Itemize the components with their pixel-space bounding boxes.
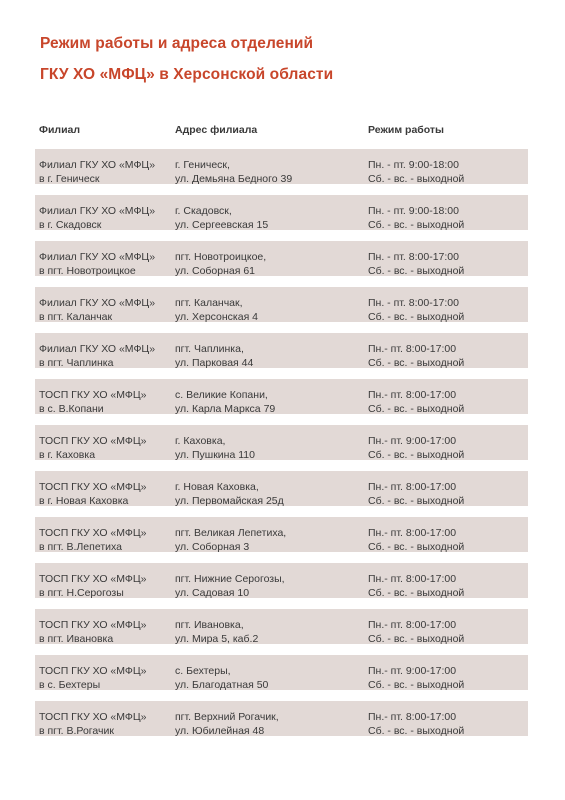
hours-cell-line: Пн.- пт. 8:00-17:00 [368,481,457,493]
hours-cell-line: Сб. - вс. - выходной [368,449,465,461]
branch-cell-line: в пгт. Каланчак [39,311,113,323]
address-cell [175,158,367,186]
branch-cell-line: в пгт. Чаплинка [39,357,114,369]
branch-cell-line: Филиал ГКУ ХО «МФЦ» [39,159,156,171]
address-cell-line: пгт. Верхний Рогачик, [175,711,279,723]
branch-cell-line: в пгт. В.Лепетиха [39,541,122,553]
branch-cell-line: Филиал ГКУ ХО «МФЦ» [39,205,156,217]
address-cell-line: ул. Благодатная 50 [175,679,269,691]
hours-cell-line: Пн.- пт. 9:00-17:00 [368,435,457,447]
table-header [35,120,528,148]
address-cell [175,618,367,646]
page-title-line-2: ГКУ ХО «МФЦ» в Херсонской области [40,66,334,83]
table-row [35,608,528,654]
address-cell-line: пгт. Новотроицкое, [175,251,267,263]
address-cell-line: пгт. Ивановка, [175,619,244,631]
branch-cell-line: ТОСП ГКУ ХО «МФЦ» [39,573,147,585]
table-row [35,240,528,286]
address-cell-line: пгт. Нижние Серогозы, [175,573,285,585]
address-cell-line: пгт. Каланчак, [175,297,243,309]
hours-cell [368,296,528,324]
table-row [35,148,528,194]
address-cell-line: ул. Садовая 10 [175,587,250,599]
branch-cell-line: в с. В.Копани [39,403,104,415]
address-cell-line: ул. Сергеевская 15 [175,219,269,231]
address-cell-line: г. Каховка, [175,435,226,447]
branch-cell [39,572,171,600]
branch-cell [39,618,171,646]
address-cell-line: пгт. Чаплинка, [175,343,244,355]
address-cell-line: ул. Херсонская 4 [175,311,259,323]
address-cell-line: ул. Пушкина 110 [175,449,255,461]
address-cell-line: ул. Соборная 3 [175,541,250,553]
branch-cell-line: Филиал ГКУ ХО «МФЦ» [39,343,156,355]
hours-cell-line: Пн. - пт. 8:00-17:00 [368,251,459,263]
branch-cell-line: ТОСП ГКУ ХО «МФЦ» [39,481,147,493]
hours-cell-line: Пн.- пт. 9:00-17:00 [368,665,457,677]
hours-cell-line: Сб. - вс. - выходной [368,679,465,691]
branch-cell-line: ТОСП ГКУ ХО «МФЦ» [39,665,147,677]
address-cell-line: г. Геническ, [175,159,230,171]
branch-cell [39,710,171,738]
hours-cell [368,204,528,232]
branch-cell-line: в пгт. Н.Серогозы [39,587,124,599]
branch-cell-line: в г. Скадовск [39,219,102,231]
address-cell [175,526,367,554]
branch-cell-line: в с. Бехтеры [39,679,101,691]
table-row [35,424,528,470]
address-cell-line: ул. Мира 5, каб.2 [175,633,259,645]
hours-cell [368,526,528,554]
hours-cell-line: Сб. - вс. - выходной [368,495,465,507]
address-cell [175,296,367,324]
hours-cell-line: Пн.- пт. 8:00-17:00 [368,527,457,539]
page-title-line-1: Режим работы и адреса отделений [40,35,314,52]
hours-cell-line: Сб. - вс. - выходной [368,173,465,185]
address-cell [175,204,367,232]
address-cell [175,388,367,416]
branch-cell [39,342,171,370]
branch-cell-line: Филиал ГКУ ХО «МФЦ» [39,297,156,309]
address-cell-line: с. Великие Копани, [175,389,268,401]
branch-cell-line: в г. Новая Каховка [39,495,129,507]
branch-cell-line: ТОСП ГКУ ХО «МФЦ» [39,527,147,539]
hours-cell [368,480,528,508]
hours-cell [368,664,528,692]
table-row [35,286,528,332]
header-hours: Режим работы [368,124,445,136]
branch-cell-line: Филиал ГКУ ХО «МФЦ» [39,251,156,263]
table-row [35,654,528,700]
branch-cell [39,526,171,554]
hours-cell-line: Пн.- пт. 8:00-17:00 [368,389,457,401]
hours-cell-line: Пн.- пт. 8:00-17:00 [368,619,457,631]
hours-cell [368,158,528,186]
address-cell-line: г. Скадовск, [175,205,232,217]
hours-cell-line: Пн.- пт. 8:00-17:00 [368,711,457,723]
table-row [35,194,528,240]
address-cell [175,664,367,692]
branch-cell-line: ТОСП ГКУ ХО «МФЦ» [39,619,147,631]
hours-cell [368,342,528,370]
branch-cell [39,158,171,186]
hours-cell [368,434,528,462]
address-cell [175,250,367,278]
table-row [35,332,528,378]
address-cell-line: с. Бехтеры, [175,665,231,677]
branch-cell [39,664,171,692]
address-cell [175,480,367,508]
address-cell-line: ул. Соборная 61 [175,265,256,277]
branch-cell [39,250,171,278]
hours-cell-line: Пн.- пт. 8:00-17:00 [368,343,457,355]
address-cell [175,710,367,738]
table-row [35,562,528,608]
hours-cell-line: Сб. - вс. - выходной [368,725,465,737]
hours-cell-line: Пн. - пт. 9:00-18:00 [368,205,459,217]
branch-cell-line: в пгт. В.Рогачик [39,725,114,737]
hours-cell-line: Пн.- пт. 8:00-17:00 [368,573,457,585]
branch-cell-line: ТОСП ГКУ ХО «МФЦ» [39,389,147,401]
hours-cell-line: Сб. - вс. - выходной [368,403,465,415]
branch-cell [39,434,171,462]
hours-cell [368,618,528,646]
hours-cell-line: Сб. - вс. - выходной [368,357,465,369]
hours-cell-line: Сб. - вс. - выходной [368,311,465,323]
branch-cell-line: в г. Геническ [39,173,100,185]
branch-cell [39,388,171,416]
hours-cell-line: Сб. - вс. - выходной [368,541,465,553]
address-cell-line: ул. Первомайская 25д [175,495,284,507]
hours-cell [368,572,528,600]
address-cell-line: г. Новая Каховка, [175,481,259,493]
branch-cell [39,204,171,232]
hours-cell-line: Сб. - вс. - выходной [368,587,465,599]
hours-cell-line: Сб. - вс. - выходной [368,219,465,231]
address-cell [175,434,367,462]
branch-cell-line: ТОСП ГКУ ХО «МФЦ» [39,435,147,447]
hours-cell-line: Сб. - вс. - выходной [368,633,465,645]
address-cell [175,572,367,600]
hours-cell-line: Пн. - пт. 8:00-17:00 [368,297,459,309]
address-cell-line: ул. Юбилейная 48 [175,725,265,737]
address-cell-line: ул. Демьяна Бедного 39 [175,173,293,185]
header-branch: Филиал [39,124,81,136]
table-row [35,516,528,562]
table-row [35,700,528,746]
branch-cell-line: в г. Каховка [39,449,96,461]
address-cell-line: ул. Парковая 44 [175,357,254,369]
branch-cell [39,480,171,508]
header-address: Адрес филиала [175,124,258,136]
address-cell-line: пгт. Великая Лепетиха, [175,527,287,539]
table-row [35,378,528,424]
branch-cell-line: в пгт. Ивановка [39,633,114,645]
table-body [35,148,528,746]
address-cell-line: ул. Карла Маркса 79 [175,403,276,415]
address-cell [175,342,367,370]
hours-cell-line: Пн. - пт. 9:00-18:00 [368,159,459,171]
branches-table [35,120,528,746]
branch-cell-line: ТОСП ГКУ ХО «МФЦ» [39,711,147,723]
branch-cell-line: в пгт. Новотроицкое [39,265,136,277]
hours-cell [368,388,528,416]
hours-cell [368,710,528,738]
table-row [35,470,528,516]
hours-cell-line: Сб. - вс. - выходной [368,265,465,277]
branch-cell [39,296,171,324]
hours-cell [368,250,528,278]
